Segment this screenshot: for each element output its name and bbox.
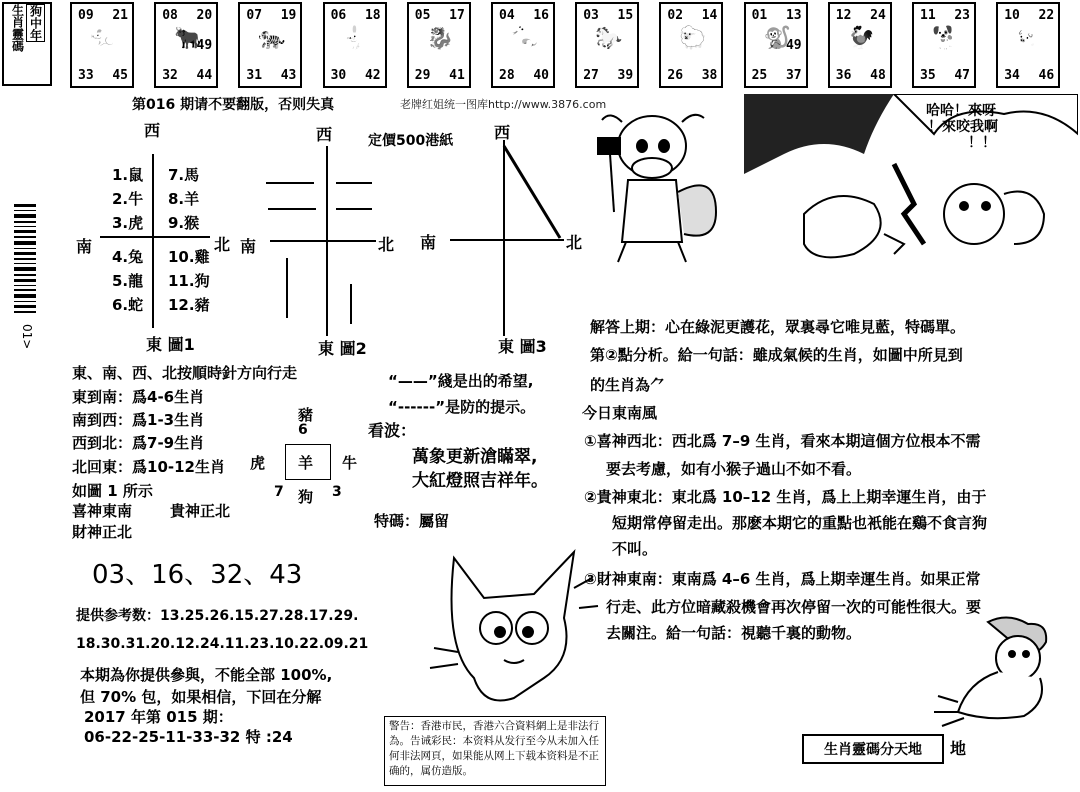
point1-line-a: ①喜神西北：西北爲 7–9 生肖，看來本期這個方位根本不需 <box>584 432 981 450</box>
zodiac-list-item: 7.馬 <box>168 166 200 184</box>
fig2-hline <box>270 240 376 242</box>
brand-suffix: 地 <box>950 739 967 758</box>
logo-box <box>2 2 52 86</box>
zodiac-number-tr: 15 <box>617 8 634 23</box>
rule-line-4: 北回東：爲10-12生肖 <box>72 458 225 476</box>
zodiac-number-br: 37 <box>785 68 802 83</box>
ox-icon: 🐂 <box>174 26 202 51</box>
answer-line-4: 今日東南風 <box>582 404 658 422</box>
cross-center: 羊 <box>298 454 314 472</box>
zodiac-cell <box>828 2 892 88</box>
zodiac-cell <box>491 2 555 88</box>
zodiac-number-bl: 31 <box>246 68 263 83</box>
zodiac-number-bl: 26 <box>667 68 684 83</box>
zodiac-number-tr: 20 <box>196 8 213 23</box>
zodiac-number-tl: 09 <box>78 8 94 23</box>
monkey-icon: 🐒 <box>763 26 791 51</box>
point3-line-a: ③財神東南：東南爲 4–6 生肖，爲上期幸運生肖。如果正常 <box>584 570 981 588</box>
zodiac-cell <box>659 2 723 88</box>
zodiac-number-tr: 16 <box>533 8 549 23</box>
zodiac-number-tl: 08 <box>162 8 178 23</box>
zodiac-number-br: 48 <box>870 68 886 83</box>
zodiac-number-bl: 33 <box>78 68 94 83</box>
cross-right: 牛 <box>342 454 358 472</box>
fig2-right-vline <box>350 284 352 324</box>
zodiac-number-bl: 30 <box>330 68 347 83</box>
fig2-caption: 東 圖2 <box>318 339 367 358</box>
zodiac-cell <box>996 2 1060 88</box>
logo-right-text: 狗中年 <box>26 4 45 42</box>
zodiac-cell <box>575 2 639 88</box>
main-numbers: 03、16、32、43 <box>92 560 303 590</box>
fig3-north: 北 <box>566 233 583 252</box>
zodiac-number-tl: 01 <box>751 8 768 23</box>
zodiac-number-bl: 29 <box>414 68 431 83</box>
zodiac-number-tr: 18 <box>364 8 381 23</box>
ref-numbers-1: 提供参考数：13.25.26.15.27.28.17.29. <box>76 608 359 624</box>
zodiac-number-tr: 17 <box>449 8 465 23</box>
zodiac-list-item: 3.虎 <box>112 214 144 232</box>
price-label: 定價500港紙 <box>368 133 454 149</box>
zodiac-list-item: 10.雞 <box>168 248 210 266</box>
zodiac-number-br: 43 <box>280 68 297 83</box>
ref-numbers-2: 18.30.31.20.12.24.11.23.10.22.09.21 <box>76 636 369 652</box>
rule-line-5: 如圖 1 所示 <box>72 482 153 500</box>
zodiac-number-bl: 32 <box>162 68 178 83</box>
zodiac-number-tl: 10 <box>1004 8 1020 23</box>
zodiac-number-tr: 24 <box>870 8 886 23</box>
rule-line-8: 財神正北 <box>72 523 133 541</box>
zodiac-number-br: 41 <box>449 68 465 83</box>
fig1-west: 西 <box>144 121 161 140</box>
fig2-mid-dash2 <box>336 208 372 210</box>
dragon-icon: 🐉 <box>426 26 455 51</box>
zodiac-number-bl: 25 <box>751 68 768 83</box>
comic-speech-3: ！！ <box>968 135 996 151</box>
rule-line-3: 西到北：爲7-9生肖 <box>72 434 205 452</box>
zodiac-list-item: 8.羊 <box>168 190 200 208</box>
cross-left: 虎 <box>250 454 266 472</box>
zodiac-number-tl: 05 <box>414 8 431 23</box>
fig2-top-dash <box>266 182 314 184</box>
brand-box: 生肖靈碼分天地 <box>802 734 944 764</box>
zodiac-number-tr: 23 <box>954 8 970 23</box>
logo-left-text: 生肖靈碼 <box>10 4 25 52</box>
zodiac-number-bl: 27 <box>583 68 599 83</box>
zodiac-number-tr: 22 <box>1038 8 1055 23</box>
rooster-icon: 🐓 <box>847 26 876 51</box>
legend-dashed: “------”是防的提示。 <box>388 398 536 416</box>
side-barcode <box>12 204 38 364</box>
answer-line-3: 的生肖為⺈ <box>590 376 666 394</box>
zodiac-number-tr: 14 <box>701 8 718 23</box>
zodiac-number-tl: 02 <box>667 8 684 23</box>
point2-line-b: 短期常停留走出。那麽本期它的重點也衹能在鷄不食言狗 <box>612 514 988 532</box>
point1-line-b: 要去考慮，如有小猴子過山不如不看。 <box>606 460 862 478</box>
zodiac-number-tl: 03 <box>583 8 599 23</box>
zodiac-cell <box>154 2 218 88</box>
look-label: 看波： <box>368 421 417 440</box>
special-code: 特碼：屬留 <box>374 512 450 530</box>
zodiac-list-item: 4.兔 <box>112 248 144 266</box>
fig2-south: 南 <box>240 237 257 256</box>
point2-line-a: ②貴神東北：東北爲 10–12 生肖，爲上上期幸運生肖，由于 <box>584 488 987 506</box>
zodiac-number-tr: 19 <box>280 8 297 23</box>
zodiac-number-br: 40 <box>533 68 549 83</box>
dog-icon: 🐕 <box>932 26 960 51</box>
zodiac-number-tl: 04 <box>499 8 515 23</box>
fig3-caption: 東 圖3 <box>498 337 547 356</box>
zodiac-list-item: 9.猴 <box>168 214 200 232</box>
zodiac-number-tl: 06 <box>330 8 347 23</box>
zodiac-number-br: 46 <box>1038 68 1055 83</box>
fig3-west: 西 <box>494 123 511 142</box>
logo-left-col <box>10 4 25 84</box>
zodiac-number-bl: 36 <box>835 68 852 83</box>
fig1-hline <box>100 236 210 238</box>
fig2-left-vline <box>286 258 288 318</box>
zodiac-list-item: 12.豬 <box>168 296 210 314</box>
comic-illustration <box>744 94 1078 266</box>
zodiac-number-br: 44 <box>196 68 213 83</box>
fig1-north: 北 <box>214 235 231 254</box>
warning-box: 警告：香港市民，香港六合資料網上是非法行為。告诫彩民：本资料从发行至今从未加入任何非法网頁，如果能从网上下载本资料是不正确的，属仿造版。 <box>384 716 606 786</box>
legend-solid: “——”綫是出的希望, <box>388 372 534 390</box>
zodiac-number-mid: 49 <box>785 38 802 53</box>
fig1-caption: 東 圖1 <box>146 335 195 354</box>
comic-speech-1: 哈哈！來呀 <box>926 103 996 119</box>
note-line-2: 2017 年第 015 期： <box>84 708 233 726</box>
fig1-south: 南 <box>76 237 93 256</box>
cow-cartoon-image <box>592 102 726 266</box>
zodiac-number-tr: 13 <box>785 8 802 23</box>
point3-line-b: 行走、此方位暗藏殺機會再次停留一次的可能性很大。要 <box>606 598 982 616</box>
rule-line-2: 南到西：爲1-3生肖 <box>72 411 205 429</box>
cat-cartoon-image <box>424 548 600 714</box>
zodiac-cell <box>238 2 302 88</box>
note-line-1: 但 70% 包，如果相信，下回在分解 <box>80 688 322 706</box>
cross-top: 豬 <box>298 406 314 424</box>
zodiac-number-mid: 49 <box>196 38 213 53</box>
cross-bottom-left: 7 <box>274 484 284 500</box>
zodiac-cell <box>70 2 134 88</box>
fig2-north: 北 <box>378 235 395 254</box>
rule-line-1: 東到南：爲4-6生肖 <box>72 388 205 406</box>
comic-speech-2: ！來咬我啊 <box>928 119 998 135</box>
point3-line-c: 去關注。給一句話：視聽千裏的動物。 <box>606 624 862 642</box>
point2-line-c: 不叫。 <box>612 540 658 558</box>
rat-icon: 🐀 <box>90 26 118 51</box>
fig3-lines <box>440 140 583 340</box>
zodiac-cell <box>912 2 976 88</box>
logo-right-col <box>26 4 45 84</box>
answer-line-2: 第②點分析。給一句話：雖成氣候的生肖，如圖中所見到 <box>590 346 963 364</box>
zodiac-list-item: 11.狗 <box>168 272 210 290</box>
horse-icon: 🐎 <box>595 26 623 51</box>
pig-icon: 🐖 <box>1016 26 1044 51</box>
look-line-1: 萬象更新滄瞞翠, <box>412 447 538 467</box>
zodiac-list-item: 1.鼠 <box>112 166 144 184</box>
note-line-0: 本期為你提供參與，不能全部 100%, <box>80 666 333 684</box>
rule-line-6: 喜神東南 <box>72 502 133 520</box>
zodiac-number-bl: 35 <box>920 68 936 83</box>
fig2-west: 西 <box>316 125 333 144</box>
fig3-south: 南 <box>420 233 437 252</box>
zodiac-number-tl: 07 <box>246 8 263 23</box>
cross-bottom-right: 3 <box>332 484 342 500</box>
zodiac-cell <box>744 2 808 88</box>
sheep-icon: 🐑 <box>679 26 707 51</box>
cross-bottom: 狗 <box>298 488 314 506</box>
zodiac-number-br: 42 <box>364 68 381 83</box>
barcode-text: 01> <box>20 324 34 350</box>
fig1-vline <box>152 154 154 328</box>
comic-panel <box>744 94 1078 266</box>
zodiac-number-bl: 28 <box>499 68 515 83</box>
zodiac-number-tr: 21 <box>112 8 128 23</box>
cross-top-num: 6 <box>298 422 308 438</box>
zodiac-number-tl: 12 <box>835 8 852 23</box>
snake-icon: 🐍 <box>511 26 539 51</box>
rooster-cartoon-image <box>928 612 1076 732</box>
fig2-mid-dash <box>268 208 316 210</box>
zodiac-number-br: 38 <box>701 68 718 83</box>
zodiac-list-item: 6.蛇 <box>112 296 144 314</box>
zodiac-cell <box>323 2 387 88</box>
zodiac-number-br: 39 <box>617 68 634 83</box>
rule-line-7: 貴神正北 <box>170 502 231 520</box>
zodiac-number-br: 45 <box>112 68 128 83</box>
tiger-icon: 🐅 <box>258 26 286 51</box>
zodiac-number-br: 47 <box>954 68 970 83</box>
zodiac-cell <box>407 2 471 88</box>
fig2-top-dash2 <box>336 182 372 184</box>
zodiac-number-bl: 34 <box>1004 68 1020 83</box>
rule-line-0: 東、南、西、北按順時針方向行走 <box>72 364 298 382</box>
zodiac-header <box>0 0 1080 92</box>
issue-notice: 第016 期请不要翻版，否则失真 <box>132 97 335 113</box>
answer-line-1: 解答上期：心在綠泥更護花，眾裏尋它唯見藍，特碼單。 <box>590 318 966 336</box>
source-line: 老牌红姐统一图库http://www.3876.com <box>400 98 607 111</box>
note-line-3: 06-22-25-11-33-32 特 :24 <box>84 728 293 746</box>
look-line-2: 大紅燈照吉祥年。 <box>412 471 548 491</box>
rabbit-icon: 🐇 <box>342 26 370 51</box>
zodiac-list-item: 5.龍 <box>112 272 144 290</box>
zodiac-number-tl: 11 <box>920 8 936 23</box>
zodiac-list-item: 2.牛 <box>112 190 144 208</box>
